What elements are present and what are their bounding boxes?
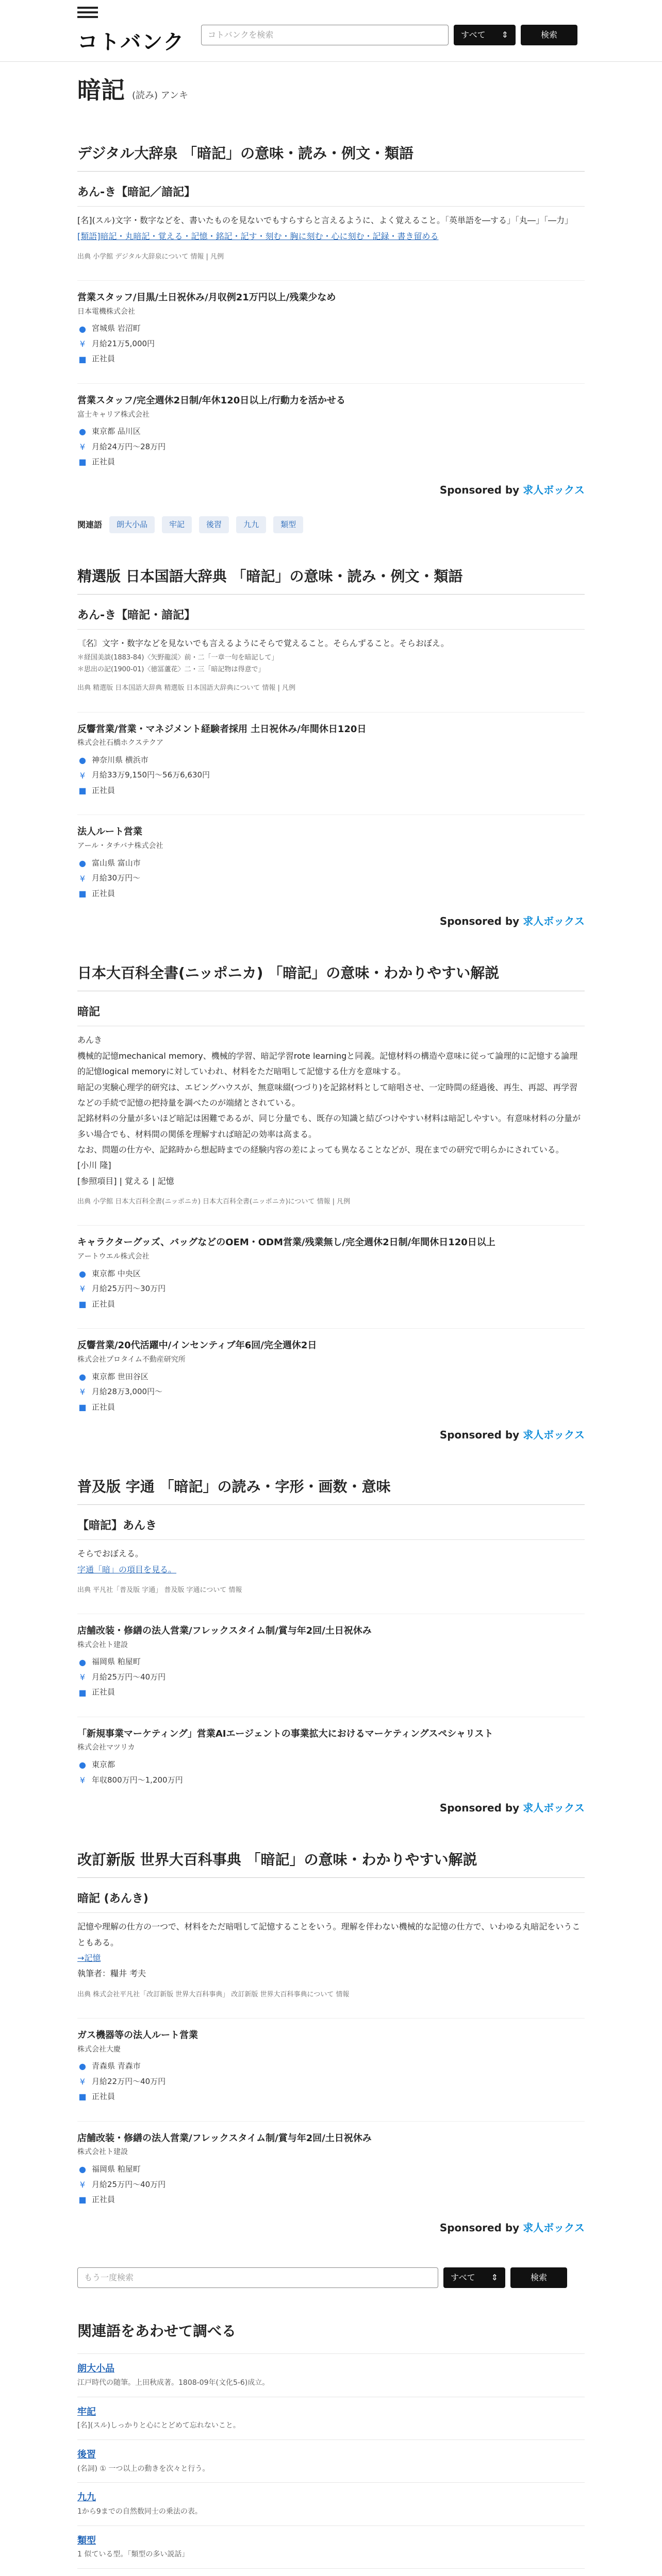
- location-pin-icon: ●: [79, 1268, 86, 1279]
- job-pay-text: 月給25万円〜40万円: [92, 2179, 166, 2189]
- job-location-text: 福岡県 粕屋町: [92, 2164, 141, 2174]
- job-location-text: 神奈川県 横浜市: [92, 755, 148, 765]
- job-type: [77, 1401, 585, 1414]
- job-card[interactable]: [77, 280, 585, 366]
- job-type: [77, 1686, 585, 1699]
- job-location: [77, 857, 585, 870]
- job-type: [77, 2090, 585, 2104]
- job-location-text: 福岡県 粕屋町: [92, 1657, 141, 1667]
- job-pay-text: 月給25万円〜40万円: [92, 1672, 166, 1682]
- job-company: 株式会社石橋ホクステクア: [77, 739, 164, 748]
- job-pay-text: 年収800万円〜1,200万円: [92, 1775, 183, 1785]
- job-company: 株式会社プロタイム不動産研究所: [77, 1355, 186, 1364]
- job-pay-text: 月給30万円〜: [92, 873, 141, 883]
- job-pay: [77, 1671, 585, 1684]
- source-line: 出典 株式会社平凡社「改訂新版 世界大百科事典」 改訂新版 世界大百科事典について 情報: [77, 1990, 350, 1998]
- briefcase-icon: ■: [78, 457, 87, 467]
- location-pin-icon: ●: [79, 427, 86, 437]
- related-word-item[interactable]: [77, 2397, 585, 2439]
- sponsor-label: Sponsored by: [439, 1802, 520, 1815]
- job-location-text: 東京都 世田谷区: [92, 1371, 148, 1381]
- job-company: 株式会社ト建設: [77, 1640, 128, 1649]
- site-logo[interactable]: コトバンク: [77, 30, 185, 54]
- entry-body: そらでおぼえる。: [77, 1549, 143, 1559]
- related-words-link[interactable]: [類語]暗記・丸暗記・覚える・記憶・銘記・記す・刻む・胸に刻む・心に刻む・記録・書き留める: [77, 231, 439, 241]
- yen-icon: ¥: [79, 339, 86, 349]
- job-pay: [77, 872, 585, 885]
- job-pay-text: 月給25万円〜30万円: [92, 1284, 166, 1294]
- job-location: [77, 425, 585, 438]
- related-word-link[interactable]: 類型: [77, 2535, 96, 2546]
- job-title[interactable]: 店舗改装・修繕の法人営業/フレックスタイム制/賞与年2回/土日祝休み: [77, 1625, 372, 1636]
- search-scope-label: すべて: [451, 2273, 475, 2283]
- sponsor-brand[interactable]: 求人ボックス: [523, 1429, 585, 1442]
- job-pay: [77, 1282, 585, 1296]
- search-input[interactable]: コトバンクを検索: [201, 25, 449, 45]
- briefcase-icon: ■: [78, 1299, 87, 1309]
- quote: ＊経国美談(1883‐84)〈矢野龍渓〉前・二「一章一句を暗記して」: [77, 653, 278, 662]
- job-location-text: 富山県 富山市: [92, 858, 141, 868]
- sponsor-line: [77, 1426, 585, 1444]
- entry-head: 【暗記】あんき: [77, 1516, 585, 1540]
- job-type-text: 正社員: [92, 1687, 115, 1697]
- job-title[interactable]: 店舗改装・修繕の法人営業/フレックスタイム制/賞与年2回/土日祝休み: [77, 2132, 372, 2144]
- job-title[interactable]: 反響営業/営業・マネジメント経験者採用 土日祝休み/年間休日120日: [77, 723, 367, 735]
- yen-icon: ¥: [79, 2179, 86, 2190]
- entry-author: [小川 隆]: [77, 1160, 111, 1171]
- entry-head: あん‐き【暗記・諳記】: [77, 606, 585, 630]
- job-card[interactable]: [77, 815, 585, 900]
- job-pay-text: 月給24万円〜28万円: [92, 442, 166, 451]
- location-pin-icon: ●: [79, 1371, 86, 1382]
- sponsor-label: Sponsored by: [439, 483, 520, 496]
- related-word-link[interactable]: 牢記: [77, 2406, 96, 2417]
- job-type: [77, 784, 585, 798]
- location-pin-icon: ●: [79, 2061, 86, 2072]
- related-tag[interactable]: 九九: [236, 516, 266, 534]
- related-word-desc: 1から9までの自然数同士の乗法の表。: [77, 2507, 202, 2516]
- job-location: [77, 1267, 585, 1281]
- yen-icon: ¥: [79, 1672, 86, 1683]
- search-button[interactable]: 検索: [521, 25, 577, 45]
- job-type-text: 正社員: [92, 354, 115, 364]
- job-location: [77, 754, 585, 767]
- job-pay-text: 月給28万3,000円〜: [92, 1387, 163, 1397]
- yen-icon: ¥: [79, 2076, 86, 2087]
- job-pay: [77, 769, 585, 782]
- bottom-search-scope-select[interactable]: [443, 2267, 505, 2288]
- related-tag[interactable]: 牢記: [162, 516, 192, 534]
- search-scope-select[interactable]: [454, 25, 516, 45]
- job-company: 株式会社ト建設: [77, 2148, 128, 2157]
- related-words-title: 関連語をあわせて調べる: [77, 2322, 237, 2340]
- job-card[interactable]: [77, 1614, 585, 1699]
- entry-body: 〘名〙文字・数字などを見ないでも言えるようにそらで覚えること。そらんずること。そらおぼえ。: [77, 638, 449, 649]
- job-title[interactable]: 営業スタッフ/目黒/土日祝休み/月収例21万円以上/残業少なめ: [77, 292, 336, 303]
- job-company: 株式会社大慶: [77, 2045, 121, 2054]
- briefcase-icon: ■: [78, 786, 87, 796]
- job-type-text: 正社員: [92, 1402, 115, 1412]
- job-company: 株式会社マツリカ: [77, 1743, 135, 1752]
- entry-paragraph: 機械的記憶mechanical memory、機械的学習、暗記学習rote learningと同義。記憶材料の構造や意味に従って論理的に記憶する論理的記憶logical memoryに対していわれ、材料をただ暗唱して記憶する仕方を意味する。: [77, 1050, 578, 1077]
- sponsor-line: [77, 481, 585, 499]
- job-title[interactable]: 営業スタッフ/完全週休2日制/年休120日以上/行動力を活かせる: [77, 395, 345, 406]
- sponsor-brand[interactable]: 求人ボックス: [523, 1802, 585, 1815]
- job-card[interactable]: [77, 2121, 585, 2207]
- section-nipponica: [77, 961, 585, 1444]
- chevron-updown-icon: ⇕: [491, 2273, 498, 2283]
- job-type-text: 正社員: [92, 2195, 115, 2205]
- location-pin-icon: ●: [79, 1760, 86, 1770]
- entry-paragraph: 記銘材料の分量が多いほど暗記は困難であるが、同じ分量でも、既存の知識と結びつけやすい材料は暗記しやすい。有意味材料の分量が多い場合でも、材料間の関係を理解すれば暗記の効率は高まる。: [77, 1113, 581, 1139]
- related-word-item[interactable]: [77, 2526, 585, 2568]
- job-location: [77, 2060, 585, 2073]
- main-content: [77, 70, 585, 2576]
- related-tags-label: 関連語: [77, 519, 103, 530]
- entry-reference[interactable]: [77, 1951, 585, 1966]
- job-type: [77, 1298, 585, 1311]
- sponsor-brand[interactable]: 求人ボックス: [523, 915, 585, 928]
- source-line: 出典 小学館 日本大百科全書(ニッポニカ) 日本大百科全書(ニッポニカ)について 情報 | 凡例: [77, 1198, 351, 1206]
- chevron-updown-icon: ⇕: [501, 30, 508, 40]
- sponsor-label: Sponsored by: [439, 1429, 520, 1442]
- location-pin-icon: ●: [79, 1657, 86, 1667]
- source-line: 出典 小学館 デジタル大辞泉について 情報 | 凡例: [77, 252, 224, 261]
- section-title: 改訂新版 世界大百科事典 「暗記」の意味・わかりやすい解説: [77, 1848, 585, 1878]
- quote: ＊思出の記(1900‐01)〈徳冨蘆花〉二・三「暗記物は得意で」: [77, 666, 265, 674]
- related-tag[interactable]: 類型: [273, 516, 303, 534]
- headword-reading: (読み) アンキ: [132, 90, 189, 101]
- yen-icon: ¥: [79, 1284, 86, 1294]
- entry-link[interactable]: [77, 1562, 585, 1578]
- job-pay: [77, 1385, 585, 1399]
- related-words-section: [77, 2319, 585, 2576]
- job-pay: [77, 1774, 585, 1787]
- briefcase-icon: ■: [78, 354, 87, 364]
- related-word-desc: 江戸時代の随筆。上田秋成著。1808-09年(文化5-6)成立。: [77, 2378, 270, 2387]
- section-nikkoku: [77, 564, 585, 930]
- related-word-link[interactable]: 朗大小品: [77, 2363, 114, 2375]
- job-title[interactable]: ガス機器等の法人ルート営業: [77, 2029, 198, 2041]
- job-location-text: 青森県 青森市: [92, 2061, 141, 2071]
- section-title: 精選版 日本国語大辞典 「暗記」の意味・読み・例文・類語: [77, 564, 585, 595]
- entry-paragraph: 暗記の実験心理学的研究は、エビングハウスが、無意味綴(つづり)を記銘材料として暗唱させ、一定時間の経過後、再生、再認、再学習などの手続で記憶の把持量を調べたのが端緒とされている。: [77, 1082, 578, 1108]
- job-pay-text: 月給21万5,000円: [92, 338, 155, 348]
- briefcase-icon: ■: [78, 2092, 87, 2102]
- entry-body: [名](スル)文字・数字などを、書いたものを見ないでもすらすらと言えるように、よく覚えること。「英単語を―する」「丸―」「―力」: [77, 215, 573, 226]
- job-type-text: 正社員: [92, 785, 115, 795]
- related-word-item[interactable]: [77, 2353, 585, 2396]
- entry-subhead: あんき: [77, 1035, 103, 1045]
- related-word-desc: [名](スル)しっかりと心にとどめて忘れないこと。: [77, 2421, 240, 2430]
- source-line: 出典 精選版 日本国語大辞典 精選版 日本国語大辞典について 情報 | 凡例: [77, 684, 296, 692]
- job-type-text: 正社員: [92, 888, 115, 898]
- jitsu-link[interactable]: 字通「暗」の項目を見る。: [77, 1564, 177, 1574]
- section-title: 日本大百科全書(ニッポニカ) 「暗記」の意味・わかりやすい解説: [77, 961, 585, 991]
- related-word-desc: (名詞) ① 一つ以上の動きを次々と行う。: [77, 2464, 210, 2473]
- sponsor-line: [77, 1799, 585, 1817]
- related-word-item[interactable]: [77, 2439, 585, 2482]
- reference-link[interactable]: →記憶: [77, 1953, 101, 1963]
- job-pay: [77, 2178, 585, 2192]
- entry-head: あん‐き【暗記／諳記】: [77, 183, 585, 207]
- job-title[interactable]: 法人ルート営業: [77, 826, 142, 838]
- job-type: [77, 352, 585, 366]
- job-card[interactable]: [77, 712, 585, 798]
- job-type-text: 正社員: [92, 2092, 115, 2102]
- entry-author: 執筆者：糧井 考夫: [77, 1969, 146, 1979]
- job-card[interactable]: [77, 2018, 585, 2104]
- job-location-text: 東京都: [92, 1760, 115, 1770]
- briefcase-icon: ■: [78, 1687, 87, 1698]
- site-header: [0, 0, 662, 62]
- related-tag[interactable]: 後習: [199, 516, 229, 534]
- sponsor-label: Sponsored by: [439, 915, 520, 928]
- location-pin-icon: ●: [79, 324, 86, 334]
- job-location: [77, 322, 585, 335]
- related-word-desc: 1 似ている型。「類型の多い説話」: [77, 2550, 189, 2559]
- search-scope-label: すべて: [461, 30, 486, 40]
- job-card[interactable]: [77, 1328, 585, 1414]
- job-type-text: 正社員: [92, 1299, 115, 1309]
- job-pay: [77, 440, 585, 454]
- entry-head: 暗記: [77, 1003, 585, 1026]
- bottom-search-button[interactable]: 検索: [510, 2267, 567, 2288]
- related-word-link[interactable]: 九九: [77, 2492, 96, 2503]
- entry-paragraph: なお、問題の仕方や、記銘時から想起時までの経験内容の差によっても異なることなどが、現在までの研究で明らかにされている。: [77, 1145, 564, 1155]
- job-company: アール・タチバナ株式会社: [77, 842, 163, 851]
- job-pay: [77, 2075, 585, 2089]
- related-word-link[interactable]: 後習: [77, 2449, 96, 2461]
- related-tag[interactable]: 朗大小品: [109, 516, 155, 534]
- entry-body: 記憶や理解の仕方の一つで、材料をただ暗唱して記憶することをいう。理解を伴わない機械的な記憶の仕方で、いわゆる丸暗記をいうこともある。: [77, 1922, 581, 1947]
- related-word-item[interactable]: [77, 2482, 585, 2525]
- related-word-item[interactable]: [77, 2568, 585, 2576]
- bottom-search-input[interactable]: もう一度検索: [77, 2267, 438, 2288]
- job-title[interactable]: 反響営業/20代活躍中/インセンティブ年6回/完全週休2日: [77, 1340, 317, 1351]
- related-words-links[interactable]: [77, 229, 585, 244]
- briefcase-icon: ■: [78, 1402, 87, 1412]
- yen-icon: ¥: [79, 1387, 86, 1397]
- job-type: [77, 455, 585, 469]
- job-type: [77, 887, 585, 901]
- sponsor-line: [77, 912, 585, 930]
- entry-reference[interactable]: [参照項目] | 覚える | 記憶: [77, 1176, 174, 1186]
- job-type: [77, 2193, 585, 2207]
- job-pay-text: 月給33万9,150円〜56万6,630円: [92, 770, 210, 780]
- yen-icon: ¥: [79, 770, 86, 781]
- entry-head: 暗記 (あんき): [77, 1889, 585, 1913]
- job-pay-text: 月給22万円〜40万円: [92, 2076, 166, 2086]
- job-card[interactable]: [77, 383, 585, 469]
- briefcase-icon: ■: [78, 889, 87, 899]
- yen-icon: ¥: [79, 873, 86, 884]
- sponsor-label: Sponsored by: [439, 2221, 520, 2234]
- job-location: [77, 1370, 585, 1384]
- section-jitsu: [77, 1475, 585, 1817]
- source-line: 出典 平凡社「普及版 字通」 普及版 字通について 情報: [77, 1586, 242, 1594]
- menu-icon[interactable]: [77, 4, 98, 20]
- job-title[interactable]: 「新規事業マーケティング」営業AIエージェントの事業拡大におけるマーケティングスペシャリスト: [77, 1728, 493, 1739]
- job-location: [77, 1655, 585, 1669]
- job-location: [77, 1758, 585, 1772]
- job-card[interactable]: [77, 1717, 585, 1787]
- section-sekai: [77, 1848, 585, 2236]
- related-tags: [77, 516, 585, 534]
- job-location-text: 宮城県 岩沼町: [92, 324, 141, 333]
- page-title: [77, 70, 585, 110]
- job-pay: [77, 337, 585, 351]
- sponsor-line: [77, 2219, 585, 2236]
- job-company: 日本電機株式会社: [77, 307, 135, 316]
- job-card[interactable]: [77, 1225, 585, 1311]
- section-title: 普及版 字通 「暗記」の読み・字形・画数・意味: [77, 1475, 585, 1505]
- headword: 暗記: [77, 76, 125, 104]
- job-location: [77, 2163, 585, 2176]
- job-title[interactable]: キャラクターグッズ、バッグなどのOEM・ODM営業/残業無し/完全週休2日制/年間休日120日以上: [77, 1237, 495, 1248]
- job-location-text: 東京都 品川区: [92, 427, 141, 436]
- section-daijisen: [77, 141, 585, 499]
- search-bar: [201, 25, 577, 45]
- job-company: アートウエル株式会社: [77, 1252, 150, 1261]
- job-location-text: 東京都 中央区: [92, 1268, 141, 1278]
- location-pin-icon: ●: [79, 858, 86, 869]
- yen-icon: ¥: [79, 1775, 86, 1785]
- sponsor-brand[interactable]: 求人ボックス: [523, 483, 585, 496]
- briefcase-icon: ■: [78, 2195, 87, 2205]
- sponsor-brand[interactable]: 求人ボックス: [523, 2221, 585, 2234]
- yen-icon: ¥: [79, 442, 86, 452]
- location-pin-icon: ●: [79, 755, 86, 766]
- bottom-search-bar: [77, 2267, 585, 2288]
- section-title: デジタル大辞泉 「暗記」の意味・読み・例文・類語: [77, 141, 585, 172]
- location-pin-icon: ●: [79, 2164, 86, 2175]
- job-type-text: 正社員: [92, 457, 115, 467]
- job-company: 富士キャリア株式会社: [77, 410, 150, 419]
